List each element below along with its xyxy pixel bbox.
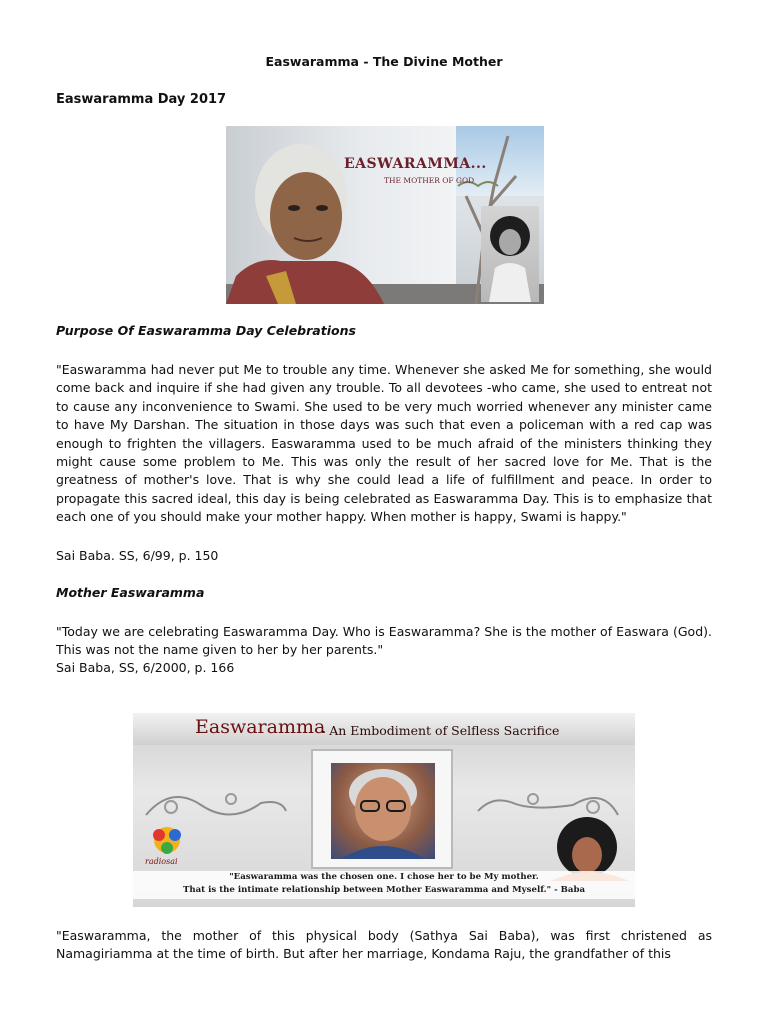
portrait-face <box>331 763 435 859</box>
banner-quote-line1: "Easwaramma was the chosen one. I chose her to be My mother. <box>229 872 539 882</box>
document-title: Easwaramma - The Divine Mother <box>265 54 503 69</box>
easwaramma-photo <box>226 126 544 304</box>
banner-quote-line2: That is the intimate relationship between Mother Easwaramma and Myself." - Baba <box>182 885 586 895</box>
section3-paragraph: "Easwaramma, the mother of this physical body (Sathya Sai Baba), was first christened as Namagiriamma at the time of birth. But after her marriage, Kondama Raju, the grandfather of this <box>56 928 712 962</box>
radiosai-brand: radiosai <box>145 857 178 866</box>
section-heading: Easwaramma Day 2017 <box>56 92 227 107</box>
photo-caption-sub: THE MOTHER OF GOD <box>384 176 475 185</box>
section1-heading: Purpose Of Easwaramma Day Celebrations <box>56 323 356 338</box>
banner-quote <box>133 871 635 899</box>
section1-paragraph: "Easwaramma had never put Me to trouble any time. Whenever she asked Me for something, she would come back and inquire if she had given any trouble. To all devotees -who came, she used to entreat not to cause any inconvenience to Swami. She used to be very much worried whenever any minister came to have My Darshan. The situation in those days was such that even a policeman with a red cap was enough to frighten the villagers. Easwaramma used to be much afraid of the ministers thinking they might cause some problem to Me. This was only the result of her sacred love for Me. That is the greatness of mother's love. That is why she could lead a life of fulfillment and peace. In order to propagate this sacred ideal, this day is being celebrated as Easwaramma Day. This is to emphasize that each one of you should make your mother happy. When mother is happy, Swami is happy." <box>56 362 712 525</box>
banner-title-sub: - An Embodiment of Selfless Sacrifice <box>321 723 560 738</box>
photo-caption-main: EASWARAMMA... <box>344 156 487 172</box>
selfless-sacrifice-banner <box>133 713 635 907</box>
left-ornament <box>141 785 291 825</box>
section2-paragraph: "Today we are celebrating Easwaramma Day. Who is Easwaramma? She is the mother of Easwara (God). This was not the name given to her by her parents." <box>56 624 712 658</box>
easwaramma-portrait <box>331 763 435 859</box>
section2-heading: Mother Easwaramma <box>56 585 205 600</box>
baba-inset-photo <box>481 206 539 302</box>
section1-citation: Sai Baba. SS, 6/99, p. 150 <box>56 548 219 563</box>
banner-title-main: Easwaramma <box>195 716 326 738</box>
radiosai-logo-icon <box>147 823 187 857</box>
section2-citation: Sai Baba, SS, 6/2000, p. 166 <box>56 660 235 675</box>
baba-figure <box>481 206 539 302</box>
